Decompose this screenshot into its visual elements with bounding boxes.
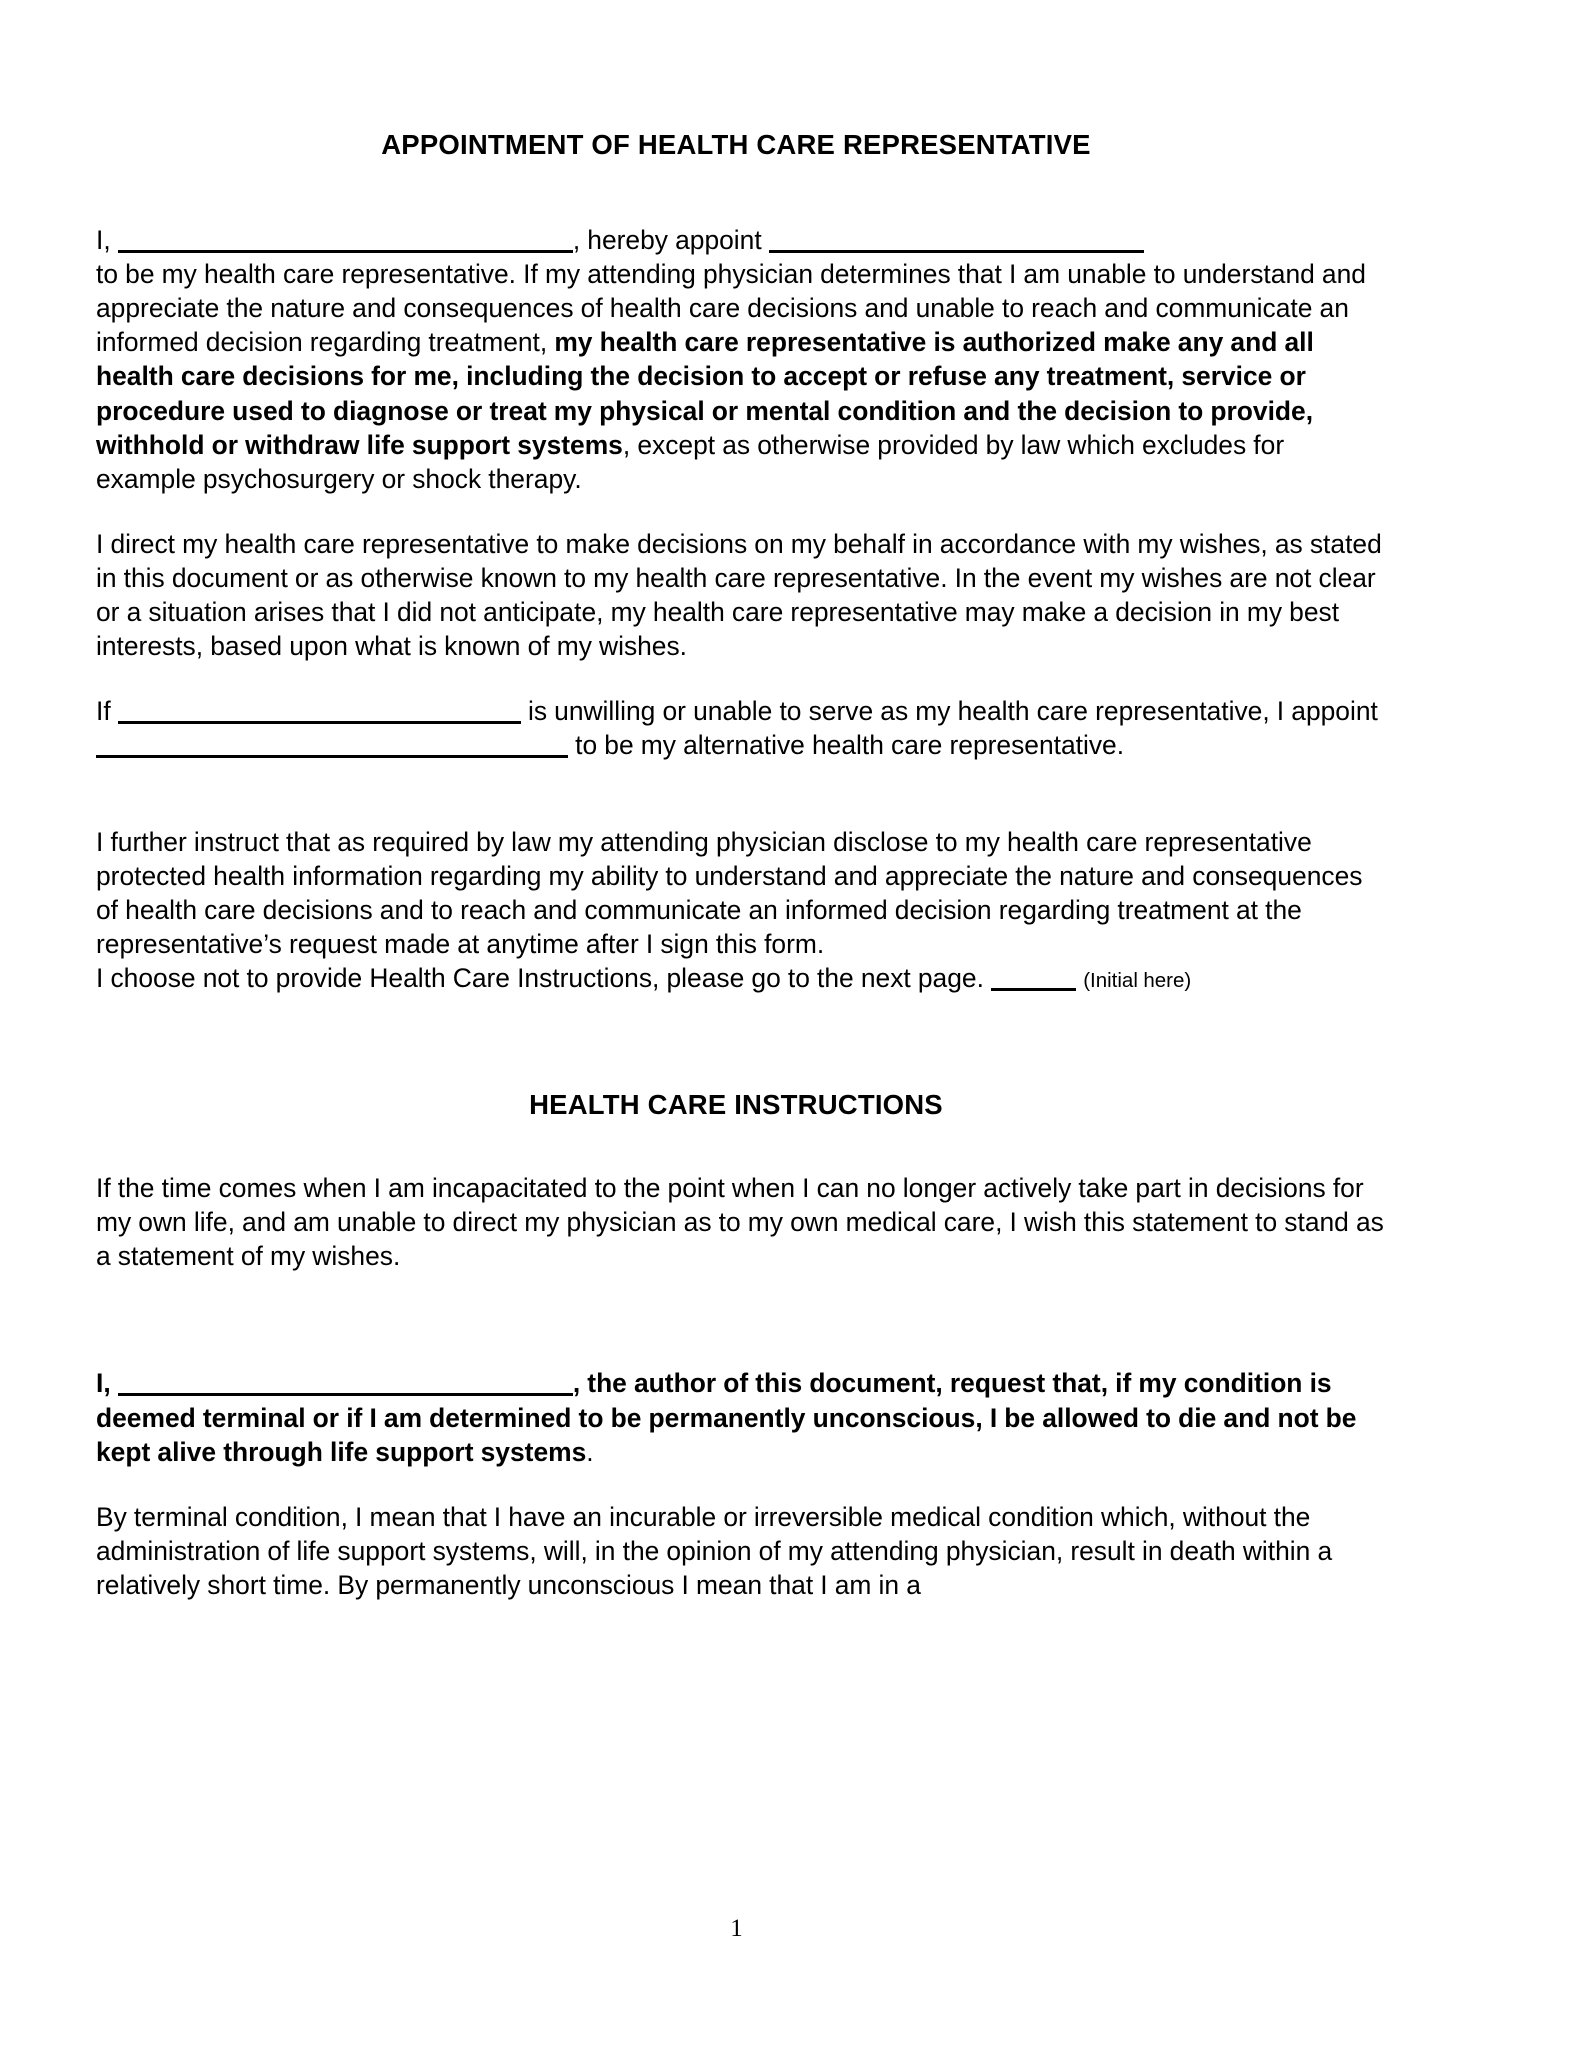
instructions-paragraph-3: By terminal condition, I mean that I have an incurable or irreversible medical condition which, without the administration of life support systems, will, in the opinion of my attending physician, result in death within a relatively short time. By permanently unconscious I mean that I am in a	[96, 1501, 1333, 1600]
alternative-trigger-name-blank[interactable]	[118, 702, 521, 724]
spacer	[96, 763, 1496, 825]
spacer	[96, 496, 1496, 527]
initial-here-note: (Initial here)	[1083, 968, 1192, 992]
appointment-paragraph-1-bold: my health care representative is authorized make any and all health care decisions for me, including the decision to accept or refuse any treatment, service or procedure used to diagnose or treat my physical or mental condition and the decision to provide, withhold or withdraw life support systems	[96, 327, 1314, 460]
appointment-paragraph-4: I further instruct that as required by law my attending physician disclose to my health care representative protected health information regarding my ability to understand and appreciate the nature and consequences of health care decisions and to reach and communicate an informed decision regarding treatment at the representative’s request made at anytime after I sign this form.	[96, 826, 1363, 959]
spacer	[96, 1469, 1496, 1500]
appointment-paragraph-1	[96, 223, 1388, 496]
appointment-paragraph-1-part2: , except as otherwise provided by law which excludes for example psychosurgery or shock therapy.	[96, 429, 1285, 494]
principal-name-blank[interactable]	[118, 231, 573, 253]
opt-out-line	[96, 961, 1388, 995]
alternative-representative-paragraph	[96, 694, 1388, 762]
spacer	[96, 663, 1496, 694]
instructions-paragraph-1: If the time comes when I am incapacitated to the point when I can no longer actively take part in decisions for my own life, and am unable to direct my physician as to my own medical care, I wish this statement to stand as a statement of my wishes.	[96, 1173, 1384, 1272]
document-content	[96, 0, 1496, 1602]
spacer	[96, 995, 1496, 1088]
alternative-suffix: to be my alternative health care representative.	[575, 730, 1125, 761]
appointment-line1-middle: , hereby appoint	[572, 225, 762, 255]
author-bold-text: , the author of this document, request that, if my condition is deemed terminal or if I am determined to be permanently unconscious, I be allowed to die and not be kept alive through life support systems	[96, 1368, 1357, 1467]
initial-blank[interactable]	[991, 969, 1076, 991]
author-name-blank[interactable]	[118, 1374, 573, 1396]
alternative-prefix: If	[96, 696, 111, 727]
page-title: APPOINTMENT OF HEALTH CARE REPRESENTATIVE	[381, 129, 1091, 160]
appointment-paragraph-1-part1: to be my health care representative. If my attending physician determines that I am unable to understand and appreciate the nature and consequences of health care decisions and unable to reach and communicate an informed decision regarding treatment,	[96, 259, 1366, 358]
author-prefix: I,	[96, 1368, 111, 1399]
page-number: 1	[730, 1915, 743, 1942]
alternative-representative-name-blank[interactable]	[96, 736, 568, 758]
alternative-middle: is unwilling or unable to serve as my health care representative, I appoint	[527, 696, 1378, 727]
instructions-author-paragraph	[96, 1366, 1388, 1468]
opt-out-text: I choose not to provide Health Care Instructions, please go to the next page.	[96, 962, 984, 993]
appointment-paragraph-2: I direct my health care representative to make decisions on my behalf in accordance with my wishes, as stated in this document or as otherwise known to my health care representative. In the event my wishes are not clear or a situation arises that I did not anticipate, my health care representative may make a decision in my best interests, based upon what is known of my wishes.	[96, 528, 1382, 662]
spacer	[96, 161, 1496, 223]
health-care-instructions-heading: HEALTH CARE INSTRUCTIONS	[529, 1089, 943, 1121]
spacer	[96, 1121, 1496, 1171]
appointment-line1-prefix: I,	[96, 225, 111, 255]
author-suffix: .	[586, 1436, 594, 1467]
representative-name-blank[interactable]	[769, 231, 1144, 253]
spacer	[96, 1273, 1496, 1366]
